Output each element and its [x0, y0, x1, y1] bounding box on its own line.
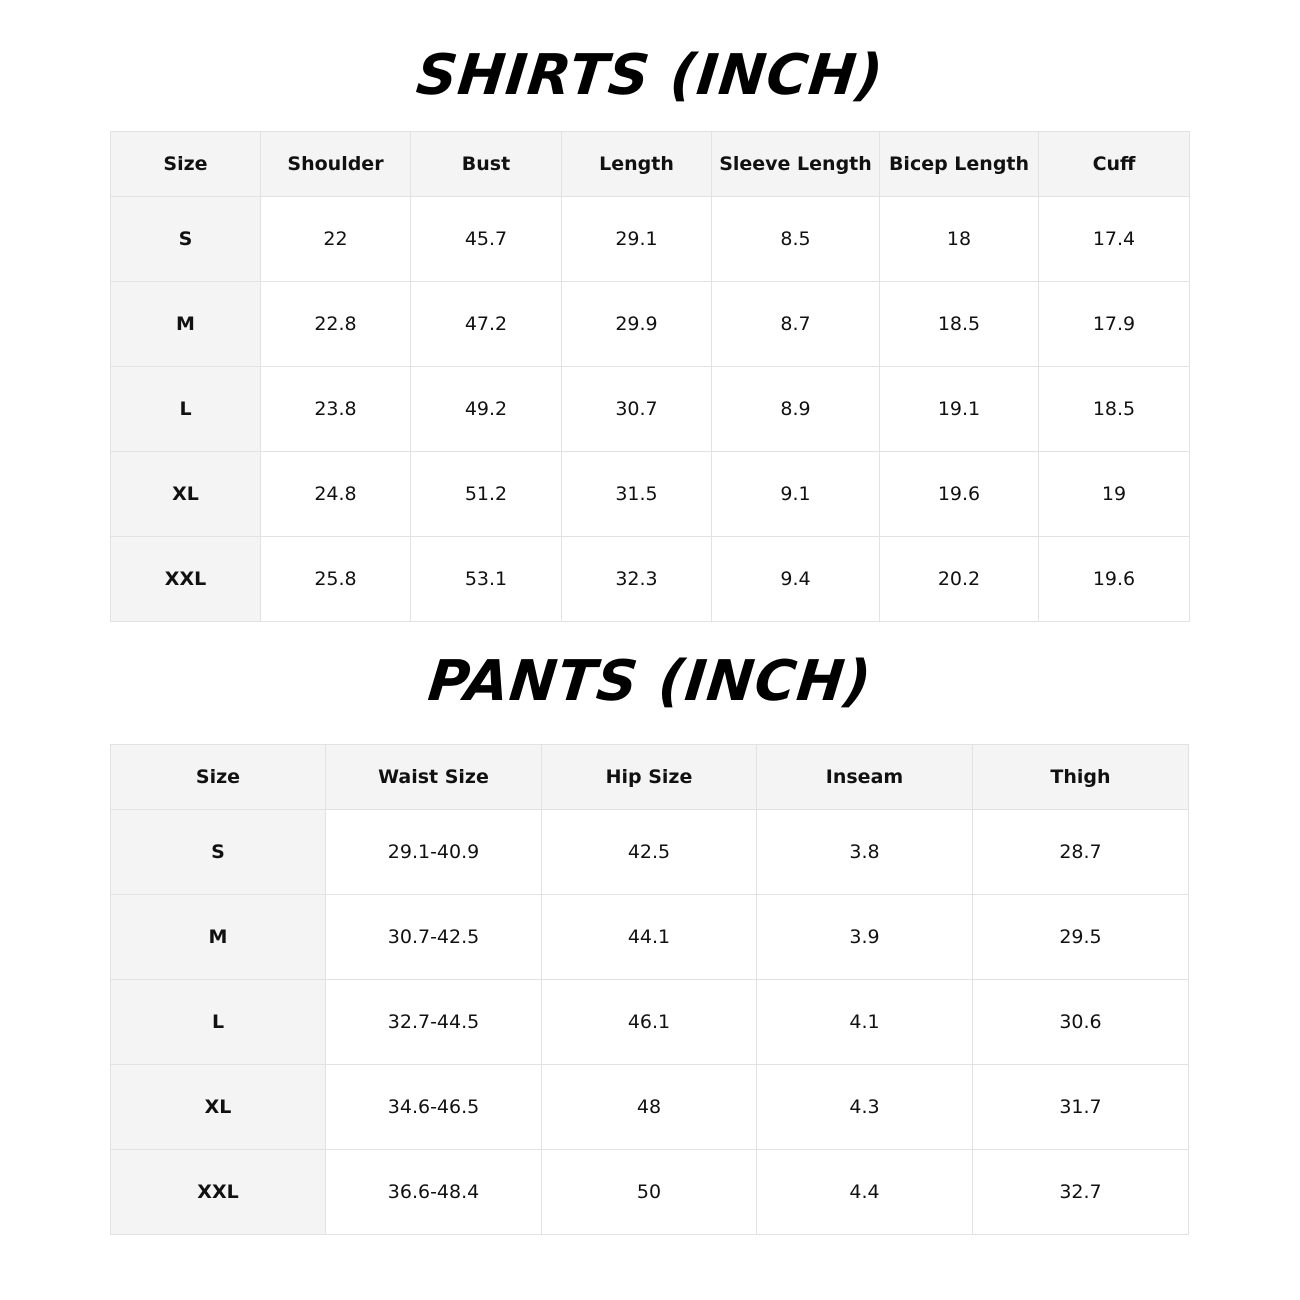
shirts-measurement-cell: 22 [261, 197, 411, 282]
shirts-header-bust: Bust [411, 132, 562, 197]
pants-measurement-cell: 46.1 [542, 980, 757, 1065]
pants-measurement-cell: 30.6 [973, 980, 1189, 1065]
shirts-measurement-cell: 51.2 [411, 452, 562, 537]
shirts-header-cuff: Cuff [1039, 132, 1190, 197]
pants-header-row [111, 745, 1189, 810]
pants-measurement-cell: 29.1-40.9 [326, 810, 542, 895]
pants-measurement-cell: 32.7-44.5 [326, 980, 542, 1065]
shirts-header-length: Length [562, 132, 712, 197]
shirts-measurement-cell: 31.5 [562, 452, 712, 537]
shirts-measurement-cell: 32.3 [562, 537, 712, 622]
shirts-measurement-cell: 19 [1039, 452, 1190, 537]
shirts-measurement-cell: 30.7 [562, 367, 712, 452]
shirts-measurement-cell: 17.9 [1039, 282, 1190, 367]
shirts-measurement-cell: 19.6 [880, 452, 1039, 537]
pants-size-label: XXL [111, 1150, 326, 1235]
shirts-header-shoulder: Shoulder [261, 132, 411, 197]
pants-measurement-cell: 4.1 [757, 980, 973, 1065]
shirts-size-label: XL [111, 452, 261, 537]
shirts-measurement-cell: 22.8 [261, 282, 411, 367]
shirts-header-sleeve-length: Sleeve Length [712, 132, 880, 197]
shirts-size-label: XXL [111, 537, 261, 622]
shirts-measurement-cell: 25.8 [261, 537, 411, 622]
shirts-measurement-cell: 8.9 [712, 367, 880, 452]
pants-header-inseam: Inseam [757, 745, 973, 810]
shirts-measurement-cell: 29.9 [562, 282, 712, 367]
pants-table-row [111, 980, 1189, 1065]
pants-measurement-cell: 30.7-42.5 [326, 895, 542, 980]
shirts-measurement-cell: 18.5 [880, 282, 1039, 367]
pants-measurement-cell: 48 [542, 1065, 757, 1150]
shirts-measurement-cell: 8.7 [712, 282, 880, 367]
shirts-title: SHIRTS (INCH) [413, 43, 887, 108]
pants-measurement-cell: 29.5 [973, 895, 1189, 980]
pants-measurement-cell: 4.3 [757, 1065, 973, 1150]
pants-measurement-cell: 4.4 [757, 1150, 973, 1235]
shirts-measurement-cell: 49.2 [411, 367, 562, 452]
pants-header-size: Size [111, 745, 326, 810]
pants-size-label: M [111, 895, 326, 980]
pants-measurement-cell: 44.1 [542, 895, 757, 980]
pants-measurement-cell: 50 [542, 1150, 757, 1235]
shirts-measurement-cell: 45.7 [411, 197, 562, 282]
shirts-measurement-cell: 24.8 [261, 452, 411, 537]
shirts-measurement-cell: 19.6 [1039, 537, 1190, 622]
pants-measurement-cell: 36.6-48.4 [326, 1150, 542, 1235]
pants-table-row [111, 1150, 1189, 1235]
pants-title: PANTS (INCH) [425, 649, 875, 714]
pants-size-label: XL [111, 1065, 326, 1150]
shirts-header-size: Size [111, 132, 261, 197]
shirts-measurement-cell: 19.1 [880, 367, 1039, 452]
pants-size-table [110, 744, 1189, 1235]
shirts-measurement-cell: 20.2 [880, 537, 1039, 622]
pants-header-waist-size: Waist Size [326, 745, 542, 810]
shirts-header-bicep-length: Bicep Length [880, 132, 1039, 197]
shirts-size-label: M [111, 282, 261, 367]
shirts-table-row [111, 537, 1190, 622]
pants-table-row [111, 1065, 1189, 1150]
shirts-measurement-cell: 47.2 [411, 282, 562, 367]
pants-table-row [111, 810, 1189, 895]
shirts-table-row [111, 197, 1190, 282]
shirts-measurement-cell: 8.5 [712, 197, 880, 282]
shirts-measurement-cell: 29.1 [562, 197, 712, 282]
shirts-table-row [111, 367, 1190, 452]
shirts-measurement-cell: 9.4 [712, 537, 880, 622]
pants-measurement-cell: 3.9 [757, 895, 973, 980]
pants-table-row [111, 895, 1189, 980]
pants-measurement-cell: 3.8 [757, 810, 973, 895]
shirts-measurement-cell: 18 [880, 197, 1039, 282]
shirts-measurement-cell: 18.5 [1039, 367, 1190, 452]
shirts-measurement-cell: 9.1 [712, 452, 880, 537]
pants-size-label: L [111, 980, 326, 1065]
shirts-measurement-cell: 17.4 [1039, 197, 1190, 282]
shirts-size-label: S [111, 197, 261, 282]
shirts-table-row [111, 452, 1190, 537]
pants-measurement-cell: 34.6-46.5 [326, 1065, 542, 1150]
pants-measurement-cell: 32.7 [973, 1150, 1189, 1235]
shirts-table-row [111, 282, 1190, 367]
pants-size-label: S [111, 810, 326, 895]
shirts-measurement-cell: 23.8 [261, 367, 411, 452]
shirts-measurement-cell: 53.1 [411, 537, 562, 622]
shirts-size-label: L [111, 367, 261, 452]
pants-header-hip-size: Hip Size [542, 745, 757, 810]
shirts-header-row [111, 132, 1190, 197]
pants-header-thigh: Thigh [973, 745, 1189, 810]
pants-measurement-cell: 28.7 [973, 810, 1189, 895]
shirts-size-table [110, 131, 1190, 622]
pants-measurement-cell: 42.5 [542, 810, 757, 895]
pants-measurement-cell: 31.7 [973, 1065, 1189, 1150]
